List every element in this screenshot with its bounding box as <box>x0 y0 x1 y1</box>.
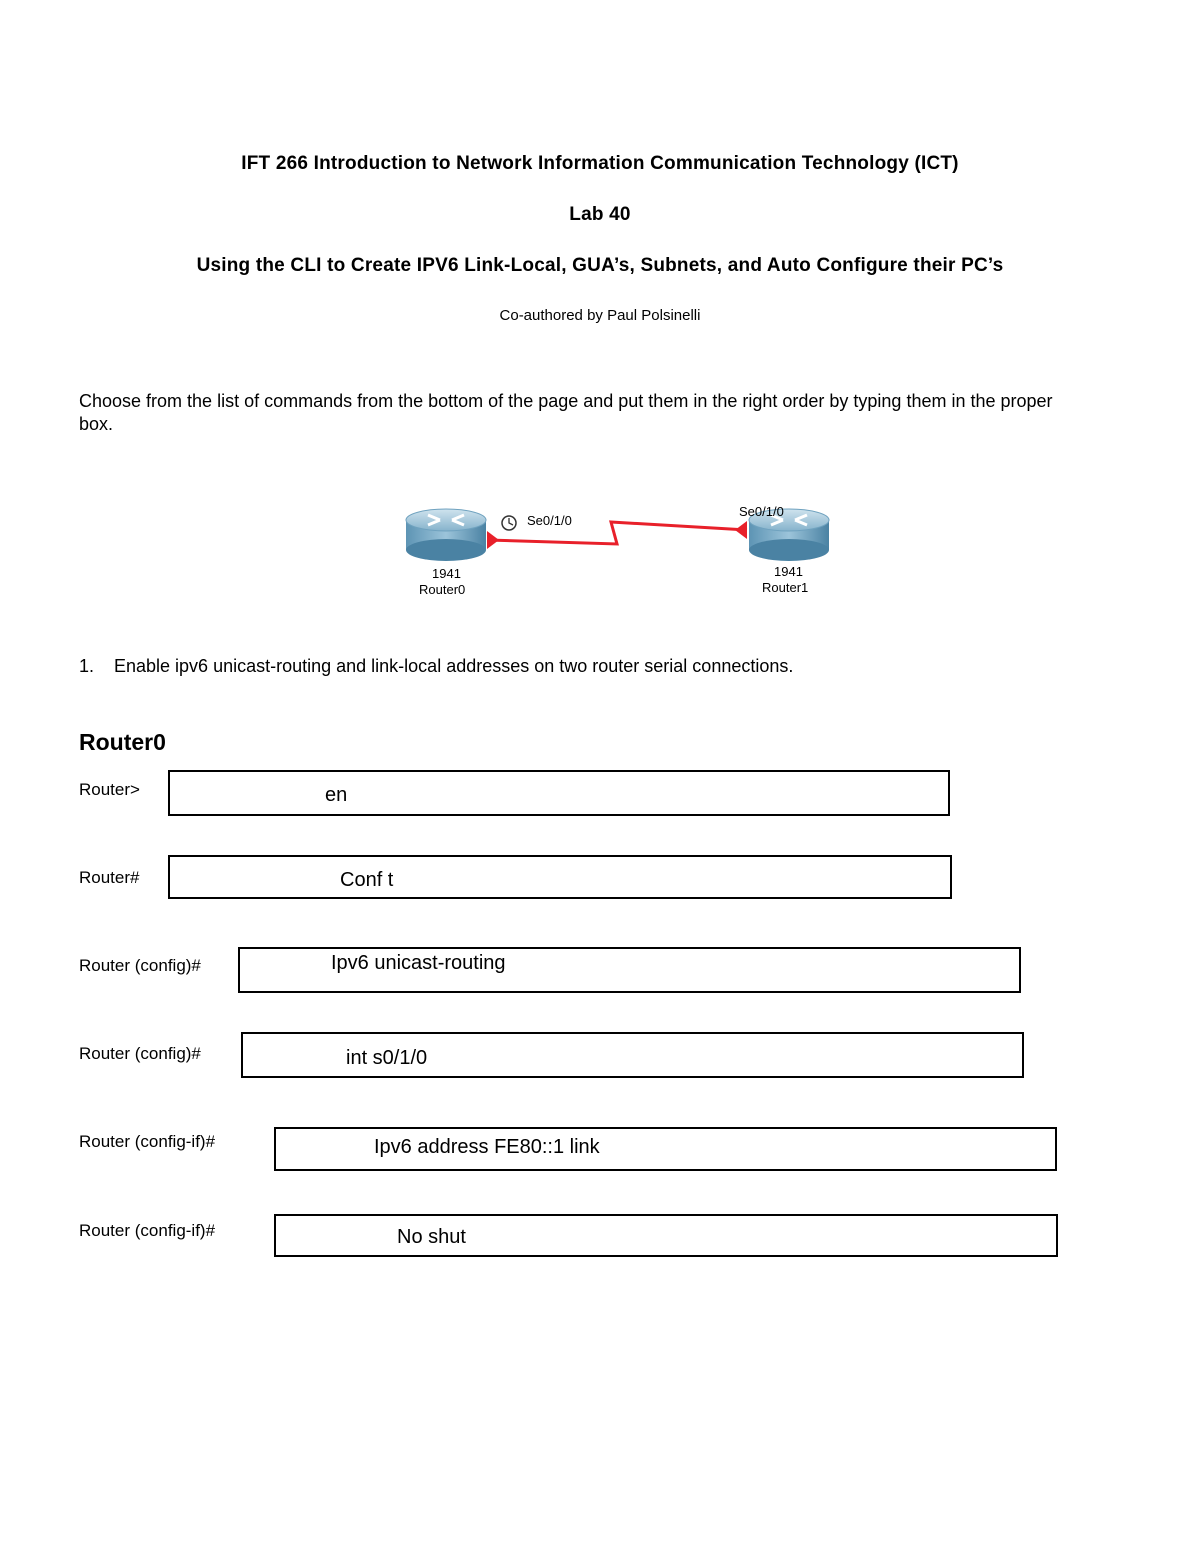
lab-number: Lab 40 <box>569 204 631 225</box>
step-text: Enable ipv6 unicast-routing and link-local addresses on two router serial connections. <box>114 656 794 676</box>
command-input-box[interactable] <box>274 1214 1058 1257</box>
cli-prompt: Router> <box>79 780 140 799</box>
instructions: Choose from the list of commands from the bottom of the page and put them in the right order by typing them in the proper box. <box>79 391 1053 434</box>
router1-port-label: Se0/1/0 <box>739 504 784 519</box>
network-diagram <box>395 495 845 605</box>
serial-link <box>487 521 747 549</box>
router0-name: Router0 <box>419 582 466 597</box>
course-title: IFT 266 Introduction to Network Information Communication Technology (ICT) <box>241 153 959 174</box>
command-value: Ipv6 unicast-routing <box>331 952 506 974</box>
command-input-box[interactable] <box>238 947 1021 993</box>
step-number: 1. <box>79 656 95 676</box>
section-title: Router0 <box>79 729 166 755</box>
cli-prompt: Router# <box>79 868 140 887</box>
router1-model: 1941 <box>774 564 803 579</box>
router0-model: 1941 <box>432 566 461 581</box>
command-input-box[interactable] <box>274 1127 1057 1171</box>
command-value: Ipv6 address FE80::1 link <box>374 1136 600 1158</box>
cli-prompt: Router (config-if)# <box>79 1221 216 1240</box>
cli-prompt: Router (config)# <box>79 1044 201 1063</box>
command-value: int s0/1/0 <box>346 1047 428 1069</box>
author-line: Co-authored by Paul Polsinelli <box>499 307 701 324</box>
command-input-box[interactable] <box>168 770 950 816</box>
command-input-box[interactable] <box>241 1032 1024 1078</box>
router0-icon <box>406 509 486 561</box>
command-value: en <box>325 784 348 806</box>
router0-port-label: Se0/1/0 <box>527 513 572 528</box>
clock-icon <box>502 516 516 530</box>
lab-subtitle: Using the CLI to Create IPV6 Link-Local, GUA’s, Subnets, and Auto Configure their PC’s <box>196 255 1004 276</box>
command-input-box[interactable] <box>168 855 952 899</box>
cli-prompt: Router (config-if)# <box>79 1132 216 1151</box>
command-value: Conf t <box>340 869 394 891</box>
command-value: No shut <box>397 1226 466 1248</box>
router1-name: Router1 <box>762 580 809 595</box>
cli-prompt: Router (config)# <box>79 956 201 975</box>
